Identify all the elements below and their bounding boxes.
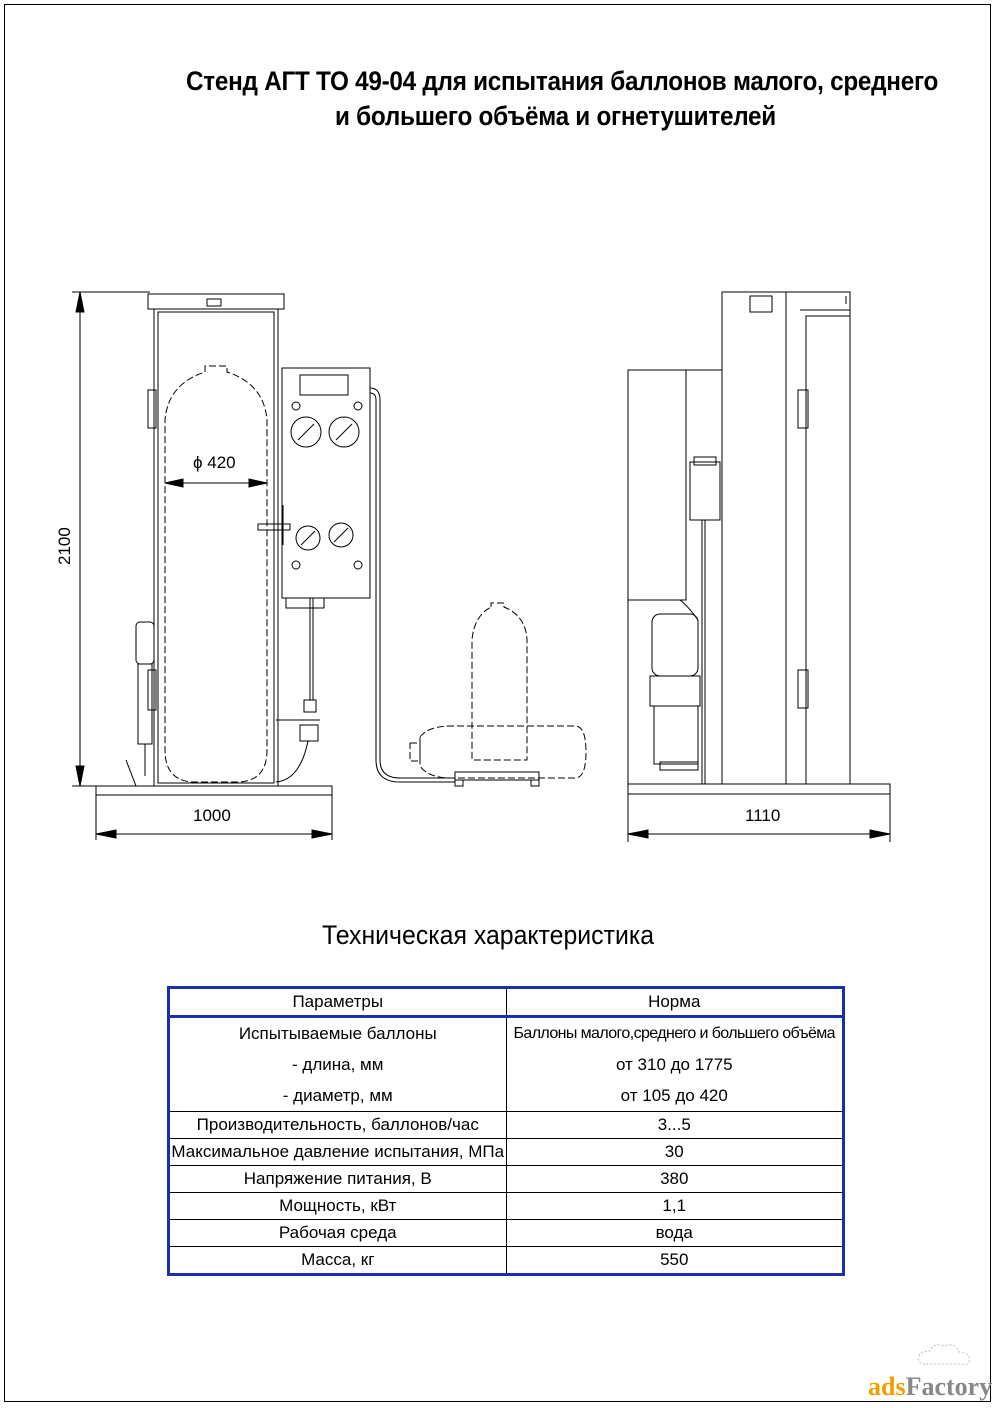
diameter-dimension-label: ϕ 420 xyxy=(193,453,236,472)
front-width-dimension-label: 1000 xyxy=(193,806,231,825)
cylinders-label: Испытываемые баллоны xyxy=(238,1024,437,1043)
side-view xyxy=(628,292,890,842)
length-label: - длина, мм xyxy=(292,1055,384,1074)
height-dimension-label: 2100 xyxy=(55,527,74,565)
front-view xyxy=(55,292,455,840)
diameter-value: от 105 до 420 xyxy=(620,1086,728,1105)
table-row xyxy=(169,1166,844,1193)
cylinder-stand xyxy=(455,772,539,786)
cylinders-value: Баллоны малого,среднего и большего объёма xyxy=(513,1025,835,1042)
diameter-label: - диаметр, мм xyxy=(282,1086,393,1105)
param-cell: Мощность, кВт xyxy=(169,1193,507,1220)
value-cell: 1,1 xyxy=(506,1193,844,1220)
value-cell: 380 xyxy=(506,1166,844,1193)
column-header-params: Параметры xyxy=(169,988,507,1017)
param-cell: Масса, кг xyxy=(169,1247,507,1275)
column-header-norm: Норма xyxy=(506,988,844,1017)
param-cell: Напряжение питания, В xyxy=(169,1166,507,1193)
table-row xyxy=(169,1247,844,1275)
specs-table xyxy=(167,986,845,1276)
table-row xyxy=(169,1112,844,1139)
cloud-icon xyxy=(915,1340,975,1370)
length-value: от 310 до 1775 xyxy=(615,1055,733,1074)
table-row xyxy=(169,1193,844,1220)
small-cylinders xyxy=(410,603,586,778)
param-cell: Рабочая среда xyxy=(169,1220,507,1247)
side-width-dimension-label: 1110 xyxy=(745,806,781,825)
specs-header-row xyxy=(169,988,844,1017)
value-cell: 3...5 xyxy=(506,1112,844,1139)
param-cell: Максимальное давление испытания, МПа xyxy=(169,1139,507,1166)
value-cell: 550 xyxy=(506,1247,844,1275)
table-row-cylinders xyxy=(169,1017,844,1112)
param-cell: Производительность, баллонов/час xyxy=(169,1112,507,1139)
value-cell: вода xyxy=(506,1220,844,1247)
table-row xyxy=(169,1139,844,1166)
value-cell: 30 xyxy=(506,1139,844,1166)
page-title-line-2: и большего объёма и огнетушителей xyxy=(335,101,776,131)
watermark: adsFactory xyxy=(868,1372,993,1401)
specs-heading: Техническая характеристика xyxy=(322,920,655,950)
table-row xyxy=(169,1220,844,1247)
page-title-line-1: Стенд АГТ ТО 49-04 для испытания баллонов малого, среднего xyxy=(186,66,939,96)
